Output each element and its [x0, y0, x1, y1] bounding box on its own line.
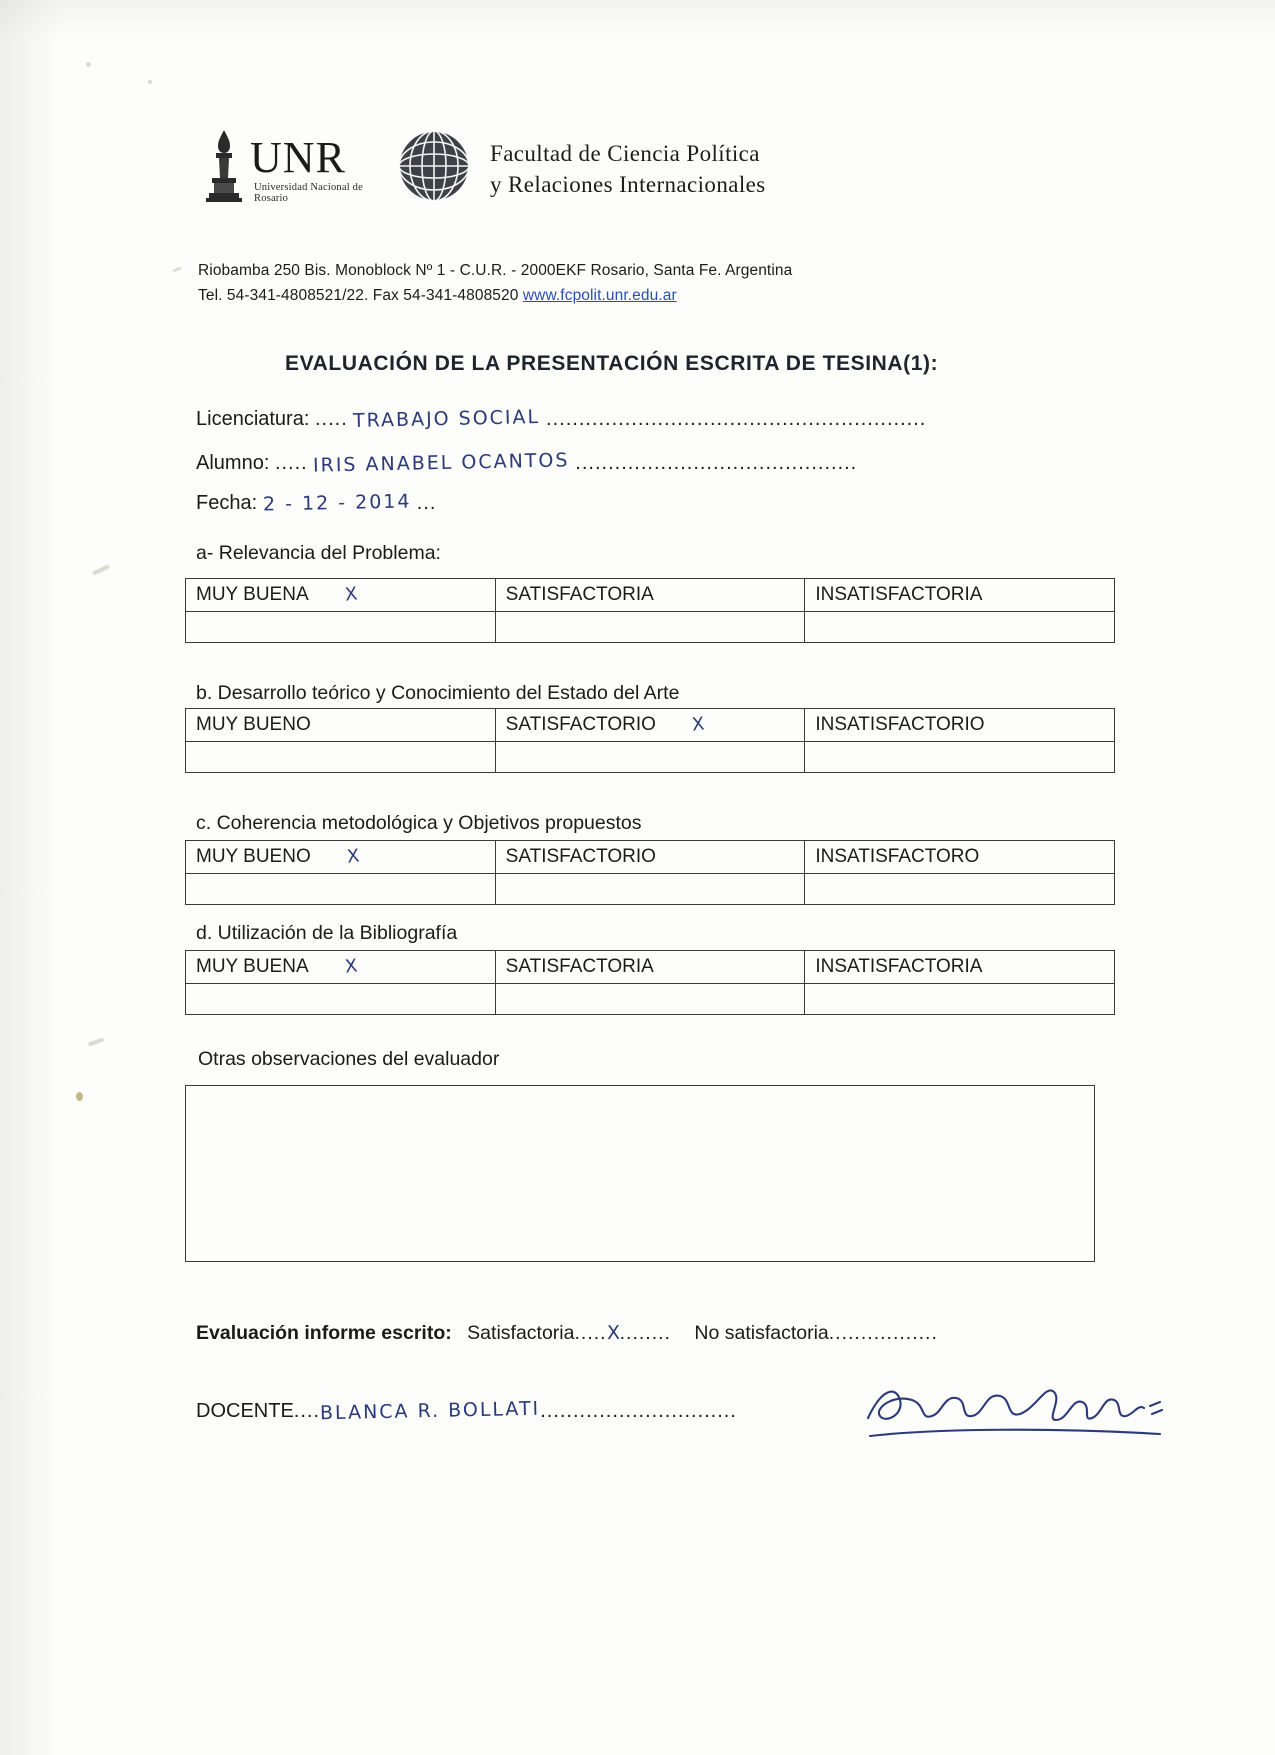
satisfactoria-check-mark: X	[606, 1321, 620, 1345]
table-row	[186, 709, 1115, 742]
address-line-2	[198, 283, 792, 308]
section-c-table	[185, 840, 1115, 905]
scan-edge-shading-left	[0, 0, 60, 1755]
section-b-option-2[interactable]: INSATISFACTORIO	[805, 709, 1115, 742]
section-d-option-2[interactable]: INSATISFACTORIA	[805, 951, 1115, 984]
field-licenciatura-value[interactable]: TRABAJO SOCIAL	[353, 406, 541, 432]
section-c-blank-2[interactable]	[805, 874, 1115, 905]
section-d-blank-2[interactable]	[805, 984, 1115, 1015]
scan-speck	[92, 564, 110, 575]
field-alumno-label: Alumno:	[196, 452, 270, 474]
unr-subtitle: Universidad Nacional de Rosario	[254, 182, 363, 204]
scan-speck	[172, 266, 182, 272]
scan-speck	[148, 80, 152, 84]
section-b-table	[185, 708, 1115, 773]
check-mark: X	[343, 955, 359, 978]
docente-label: DOCENTE	[196, 1400, 294, 1422]
table-row	[186, 612, 1115, 643]
unr-wordmark: UNR	[250, 133, 346, 182]
field-alumno	[196, 449, 858, 477]
page-title: EVALUACIÓN DE LA PRESENTACIÓN ESCRITA DE TESINA(1):	[285, 352, 939, 375]
section-c-option-1[interactable]: SATISFACTORIO	[495, 841, 805, 874]
option-label: MUY BUENA	[196, 956, 309, 977]
check-mark: X	[343, 583, 359, 606]
section-b-option-0[interactable]: MUY BUENO	[186, 709, 496, 742]
section-a-blank-0[interactable]	[186, 612, 496, 643]
option-label: MUY BUENA	[196, 584, 309, 605]
section-d-blank-1[interactable]	[495, 984, 805, 1015]
docente-value[interactable]: BLANCA R. BOLLATI	[319, 1397, 541, 1425]
table-row	[186, 841, 1115, 874]
field-alumno-leader: .....	[274, 452, 308, 474]
faculty-title	[490, 138, 766, 200]
satisfactoria-dots-pre: .....	[574, 1322, 607, 1344]
final-evaluation-line	[196, 1322, 938, 1345]
option-label: MUY BUENO	[196, 846, 311, 867]
signature-mark	[860, 1378, 1180, 1448]
section-d-table	[185, 950, 1115, 1015]
section-b-blank-2[interactable]	[805, 742, 1115, 773]
field-fecha	[196, 492, 436, 515]
field-alumno-value[interactable]: IRIS ANABEL OCANTOS	[313, 449, 570, 477]
section-b-label: b. Desarrollo teórico y Conocimiento del Estado del Arte	[196, 682, 680, 704]
section-c-option-2[interactable]: INSATISFACTORO	[805, 841, 1115, 874]
satisfactoria-dots-post: ........	[619, 1322, 671, 1344]
section-d-option-1[interactable]: SATISFACTORIA	[495, 951, 805, 984]
field-fecha-value[interactable]: 2 - 12 - 2014	[262, 490, 412, 516]
section-a-option-1[interactable]: SATISFACTORIA	[495, 579, 805, 612]
field-fecha-label: Fecha:	[196, 492, 258, 514]
option-label: SATISFACTORIO	[505, 714, 656, 735]
section-d-label: d. Utilización de la Bibliografía	[196, 922, 458, 944]
section-d-blank-0[interactable]	[186, 984, 496, 1015]
observations-textarea[interactable]	[185, 1085, 1095, 1262]
option-satisfactoria[interactable]: Satisfactoria	[467, 1322, 575, 1344]
faculty-title-line2: y Relaciones Internacionales	[490, 172, 766, 197]
docente-leader: ....	[293, 1400, 321, 1422]
field-licenciatura-leader: .....	[314, 408, 348, 430]
section-a-label: a- Relevancia del Problema:	[196, 542, 441, 564]
address-line-1: Riobamba 250 Bis. Monoblock Nº 1 - C.U.R. - 2000EKF Rosario, Santa Fe. Argentina	[198, 262, 793, 279]
table-row	[186, 579, 1115, 612]
docente-line	[196, 1397, 737, 1425]
globe-icon	[398, 130, 470, 202]
section-c-label: c. Coherencia metodológica y Objetivos propuestos	[196, 812, 642, 834]
field-licenciatura	[196, 408, 926, 431]
section-c-blank-1[interactable]	[495, 874, 805, 905]
check-mark: X	[345, 845, 361, 868]
table-row	[186, 874, 1115, 905]
scan-speck	[88, 1037, 104, 1046]
option-no-satisfactoria[interactable]: No satisfactoria	[694, 1322, 829, 1344]
table-row	[186, 742, 1115, 773]
section-c-option-0[interactable]	[186, 841, 496, 874]
field-fecha-dots: ...	[416, 492, 437, 514]
address-block	[198, 258, 792, 308]
section-c-blank-0[interactable]	[186, 874, 496, 905]
no-satisfactoria-dots: .................	[828, 1322, 938, 1344]
section-b-blank-1[interactable]	[495, 742, 805, 773]
observations-label: Otras observaciones del evaluador	[198, 1048, 500, 1070]
field-licenciatura-dots: ..........................................................	[546, 408, 927, 430]
torch-icon	[202, 128, 246, 202]
final-evaluation-label: Evaluación informe escrito:	[196, 1322, 452, 1344]
section-b-blank-0[interactable]	[186, 742, 496, 773]
section-a-blank-1[interactable]	[495, 612, 805, 643]
section-b-option-1[interactable]	[495, 709, 805, 742]
scan-speck	[86, 62, 91, 67]
section-d-option-0[interactable]	[186, 951, 496, 984]
scan-edge-shading-top	[0, 0, 1275, 40]
field-licenciatura-label: Licenciatura:	[196, 408, 310, 430]
letterhead	[198, 126, 898, 216]
website-link[interactable]: www.fcpolit.unr.edu.ar	[522, 287, 677, 304]
scan-speck	[76, 1092, 83, 1101]
docente-trailing-dots: ..............................	[540, 1400, 737, 1422]
section-a-blank-2[interactable]	[805, 612, 1115, 643]
table-row	[186, 984, 1115, 1015]
phone-fax-text: Tel. 54-341-4808521/22. Fax 54-341-4808520	[198, 287, 523, 304]
section-a-option-0[interactable]	[186, 579, 496, 612]
faculty-title-line1: Facultad de Ciencia Política	[490, 141, 760, 166]
table-row	[186, 951, 1115, 984]
section-a-option-2[interactable]: INSATISFACTORIA	[805, 579, 1115, 612]
field-alumno-dots: ...........................................	[575, 452, 858, 474]
section-a-table	[185, 578, 1115, 643]
unr-logo	[198, 126, 373, 206]
check-mark: X	[690, 713, 706, 736]
